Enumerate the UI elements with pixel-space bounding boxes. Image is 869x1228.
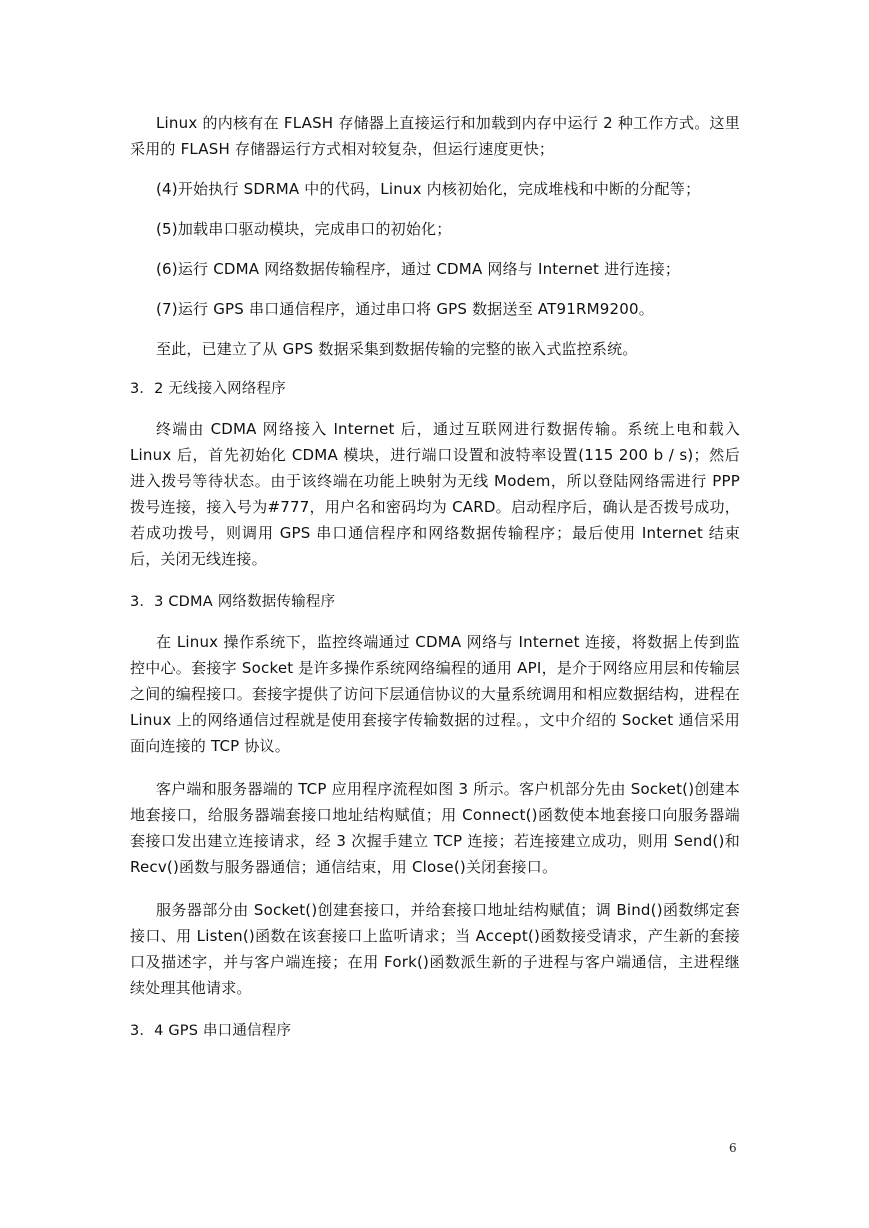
paragraph-system-summary: 至此，已建立了从 GPS 数据采集到数据传输的完整的嵌入式监控系统。 — [156, 340, 638, 358]
list-item-step-5: (5)加载串口驱动模块，完成串口的初始化； — [156, 220, 452, 238]
paragraph-linux-kernel-flash: Linux 的内核有在 FLASH 存储器上直接运行和加载到内存中运行 2 种工作方式。这里采用的 FLASH 存储器运行方式相对较复杂，但运行速度更快； — [130, 114, 740, 158]
list-item-step-6: (6)运行 CDMA 网络数据传输程序，通过 CDMA 网络与 Internet 进行连接； — [156, 260, 681, 278]
section-heading-3-4: 3．4 GPS 串口通信程序 — [130, 1023, 292, 1039]
paragraph-wireless-access: 终端由 CDMA 网络接入 Internet 后，通过互联网进行数据传输。系统上电和载入 Linux 后，首先初始化 CDMA 模块，进行端口设置和波特率设置(115 200 b / s)；然后进入拨号等待状态。由于该终端在功能上映射为无线 Modem，所以登陆网络需进行 PPP 拨号连接，接入号为#777，用户名和密码均为 CARD。启动程序后，确认是否拨号成功，若成功拨号，则调用 GPS 串口通信程序和网络数据传输程序；最后使用 Internet 结束后，关闭无线连接。 — [130, 420, 740, 568]
list-item-step-4: (4)开始执行 SDRMA 中的代码，Linux 内核初始化，完成堆栈和中断的分配等； — [156, 180, 701, 198]
paragraph-client-flow: 客户端和服务器端的 TCP 应用程序流程如图 3 所示。客户机部分先由 Socket()创建本地套接口，给服务器端套接口地址结构赋值；用 Connect()函数使本地套接口向服务器端套接口发出建立连接请求，经 3 次握手建立 TCP 连接；若连接建立成功，则用 Send()和 Recv()函数与服务器通信；通信结束，用 Close()关闭套接口。 — [130, 780, 740, 876]
page-number: 6 — [729, 1141, 737, 1155]
paragraph-cdma-transfer: 在 Linux 操作系统下，监控终端通过 CDMA 网络与 Internet 连接，将数据上传到监控中心。套接字 Socket 是许多操作系统网络编程的通用 API，是介于网络应用层和传输层之间的编程接口。套接字提供了访问下层通信协议的大量系统调用和相应数据结构，进程在 Linux 上的网络通信过程就是使用套接字传输数据的过程。，文中介绍的 Socket 通信采用面向连接的 TCP 协议。 — [130, 633, 740, 755]
list-item-step-7: (7)运行 GPS 串口通信程序，通过串口将 GPS 数据送至 AT91RM9200。 — [156, 300, 654, 318]
document-body — [130, 110, 740, 1044]
paragraph-server-flow: 服务器部分由 Socket()创建套接口，并给套接口地址结构赋值；调 Bind()函数绑定套接口、用 Listen()函数在该套接口上监听请求；当 Accept()函数接受请求，产生新的套接口及描述字，并与客户端连接；在用 Fork()函数派生新的子进程与客户端通信，主进程继续处理其他请求。 — [130, 901, 740, 997]
section-heading-3-3: 3．3 CDMA 网络数据传输程序 — [130, 594, 336, 610]
section-heading-3-2: 3．2 无线接入网络程序 — [130, 381, 286, 397]
